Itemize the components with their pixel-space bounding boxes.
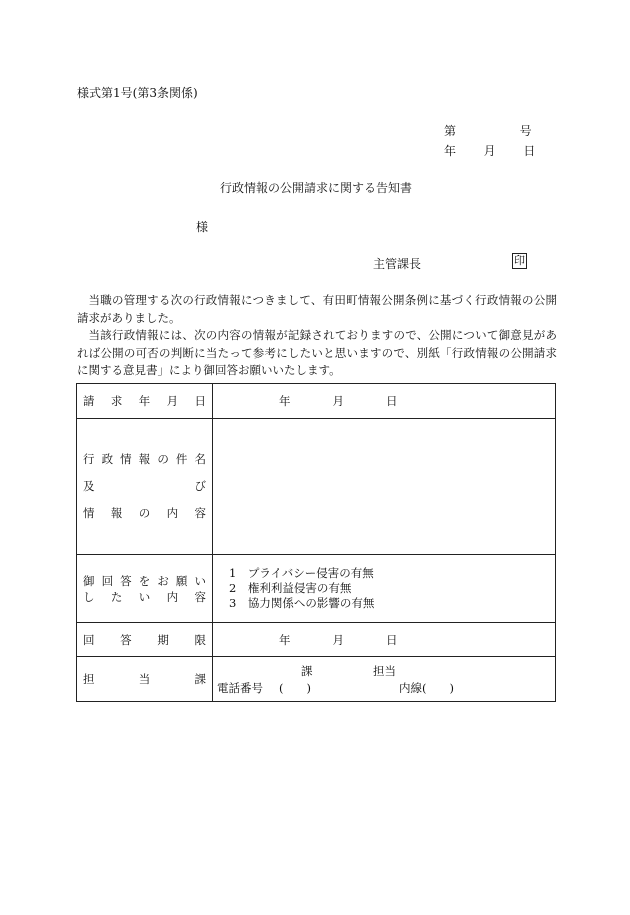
- phone-label: 電話番号: [217, 681, 263, 695]
- reply-deadline-value[interactable]: [213, 623, 556, 657]
- label-char: 容: [194, 506, 206, 520]
- reply-item-2: 2 権利利益侵害の有無: [229, 581, 352, 595]
- label-char: 日: [194, 394, 206, 408]
- label-char: 当: [138, 672, 151, 686]
- addressee-suffix: 様: [196, 220, 209, 234]
- contact-person: 担当: [373, 664, 396, 678]
- request-reply-value: [213, 555, 556, 623]
- label-char: お: [157, 573, 169, 588]
- label-char: 年: [138, 394, 151, 408]
- label-char: 御: [83, 573, 95, 588]
- info-subject-value[interactable]: [213, 419, 556, 555]
- label-char: を: [138, 573, 151, 588]
- row-reply-deadline: [77, 623, 556, 657]
- label-char: 回: [83, 632, 95, 647]
- doc-no-prefix: 第: [444, 124, 457, 138]
- form-number: 様式第1号(第3条関係): [77, 86, 198, 100]
- request-year: 年: [279, 394, 291, 408]
- label-char: 行: [83, 452, 95, 466]
- label-char: 求: [110, 394, 123, 408]
- contact-value[interactable]: [213, 657, 556, 702]
- document-date: [444, 142, 535, 159]
- label-char: 担: [83, 672, 95, 686]
- label-char: の: [157, 452, 169, 466]
- label-char: 限: [194, 632, 206, 647]
- label-char: し: [83, 589, 95, 604]
- contact-section: 課: [301, 664, 313, 678]
- label-char: 答: [120, 573, 132, 588]
- request-date-value[interactable]: [213, 384, 556, 419]
- row-info-subject: [77, 419, 556, 555]
- label-char: 情: [83, 506, 95, 520]
- info-subject-label: [77, 419, 213, 555]
- body-paragraph-2: 当該行政情報には、次の内容の情報が記録されておりますので、公開について御意見があれば公開の可否の判断に当たって参考にしたいと思いますので、別紙「行政情報の公開請求に関する意見書」により御回答お願いいたします。: [77, 328, 557, 377]
- request-month: 月: [332, 394, 344, 408]
- label-char: い: [194, 573, 206, 588]
- label-char: 願: [175, 573, 188, 588]
- label-char: た: [110, 589, 123, 604]
- label-char: 政: [101, 452, 114, 466]
- contact-label: [77, 657, 213, 702]
- deadline-month: 月: [332, 632, 344, 647]
- label-char: 名: [194, 452, 206, 466]
- phone-number: ( ): [279, 681, 311, 695]
- label-char: 容: [194, 589, 206, 604]
- doc-no-suffix: 号: [519, 124, 532, 138]
- request-reply-label: [77, 555, 213, 623]
- label-char: 情: [120, 452, 132, 466]
- label-char: 内: [166, 589, 179, 604]
- row-request-date: [77, 384, 556, 419]
- label-char: 回: [101, 573, 114, 588]
- request-date-label: [77, 384, 213, 419]
- document-title: 行政情報の公開請求に関する告知書: [220, 181, 413, 195]
- sender-title: 主管課長: [373, 257, 422, 271]
- body-paragraph-1: 当職の管理する次の行政情報につきまして、有田町情報公開条例に基づく行政情報の公開請求がありました。: [77, 293, 557, 325]
- label-char: 答: [120, 632, 132, 647]
- label-char: 月: [166, 394, 179, 408]
- document-number: [444, 122, 532, 139]
- reply-item-3: 3 協力関係への影響の有無: [229, 596, 375, 610]
- label-char: 内: [166, 506, 179, 520]
- label-char: 報: [138, 452, 151, 466]
- body-text: [77, 292, 557, 380]
- row-contact: [77, 657, 556, 702]
- notice-table: [76, 383, 556, 702]
- label-char: 報: [110, 506, 123, 520]
- label-char: 及: [83, 479, 95, 493]
- reply-item-1: 1 プライバシー侵害の有無: [229, 566, 374, 580]
- request-day: 日: [386, 394, 398, 408]
- label-char: 請: [83, 394, 95, 408]
- seal-mark: [512, 253, 527, 269]
- date-year: 年: [444, 144, 457, 158]
- label-char: 期: [157, 632, 169, 647]
- deadline-year: 年: [279, 632, 291, 647]
- seal-stamp: 印: [514, 254, 525, 267]
- date-month: 月: [483, 144, 496, 158]
- reply-deadline-label: [77, 623, 213, 657]
- label-char: の: [138, 506, 151, 520]
- row-request-reply: [77, 555, 556, 623]
- label-char: い: [138, 589, 151, 604]
- extension-number: 内線( ): [399, 681, 454, 695]
- deadline-day: 日: [386, 632, 398, 647]
- label-char: び: [194, 479, 206, 493]
- label-char: 件: [175, 452, 188, 466]
- label-char: 課: [194, 672, 206, 686]
- date-day: 日: [523, 144, 536, 158]
